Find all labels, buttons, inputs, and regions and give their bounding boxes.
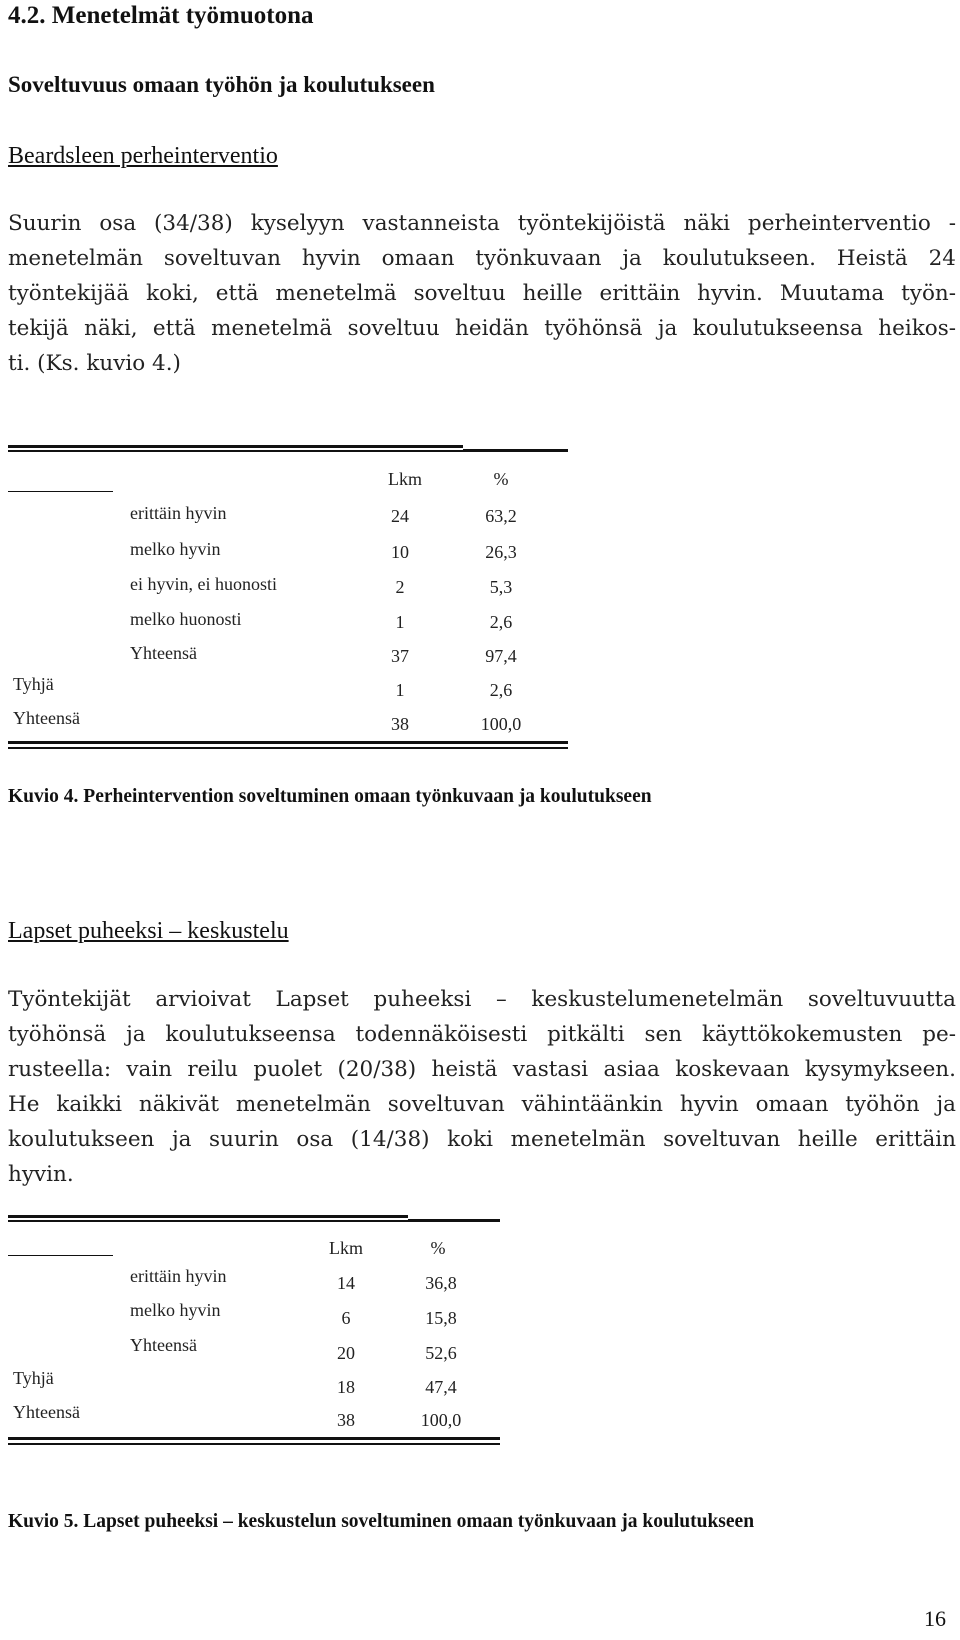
outer-row-pct: 2,6: [489, 680, 513, 700]
col-header-lkm: Lkm: [329, 1238, 363, 1258]
row-label: melko hyvin: [130, 539, 221, 559]
col-header-lkm: Lkm: [388, 469, 422, 489]
row-pct: 2,6: [489, 612, 513, 632]
paragraph-line: koulutukseen ja suurin osa (14/38) koki menetelmän soveltuvan heille erittäin: [8, 1127, 956, 1152]
col-header-pct: %: [430, 1238, 446, 1258]
outer-row-lkm: 1: [395, 680, 405, 700]
paragraph-line: työhönsä ja koulutukseensa todennäköisesti pitkälti sen käyttökokemusten pe-: [8, 1022, 956, 1047]
lapset-heading: Lapset puheeksi – keskustelu: [8, 918, 289, 944]
figure-caption-4: Kuvio 4. Perheintervention soveltuminen omaan työnkuvaan ja koulutukseen: [8, 786, 652, 807]
figure-caption-5: Kuvio 5. Lapset puheeksi – keskustelun soveltuminen omaan työnkuvaan ja koulutukseen: [8, 1511, 755, 1532]
row-pct: 5,3: [489, 577, 513, 597]
paragraph-line: ti. (Ks. kuvio 4.): [8, 351, 181, 376]
outer-row-lkm: 18: [337, 1377, 355, 1397]
row-label: ei hyvin, ei huonosti: [130, 574, 277, 594]
table-top-rule: [8, 1215, 408, 1218]
lapset-paragraph: [8, 982, 956, 1192]
row-label: Yhteensä: [130, 1335, 197, 1355]
paragraph-line: menetelmän soveltuvan hyvin omaan työnkuvaan ja koulutukseen. Heistä 24: [8, 246, 956, 271]
table-bottom-rule-2: [8, 747, 568, 749]
section-title: 4.2. Menetelmät työmuotona: [8, 2, 314, 29]
row-label: melko hyvin: [130, 1300, 221, 1320]
subsection-title: Soveltuvuus omaan työhön ja koulutukseen: [8, 72, 435, 97]
outer-row-pct: 100,0: [420, 1410, 462, 1430]
paragraph-line: Suurin osa (34/38) kyselyyn vastanneista työntekijöistä näki perheinterventio -: [8, 211, 956, 236]
table-top-rule-right: [463, 449, 568, 452]
table-stub-rule: [8, 1255, 113, 1256]
outer-row-label: Tyhjä: [13, 674, 54, 694]
row-label: erittäin hyvin: [130, 503, 227, 523]
row-pct: 26,3: [485, 542, 517, 562]
table-top-rule-2: [8, 450, 463, 452]
table-top-rule-right: [408, 1219, 500, 1222]
row-pct: 63,2: [485, 506, 517, 526]
outer-row-pct: 47,4: [425, 1377, 457, 1397]
outer-row-lkm: 38: [391, 714, 409, 734]
table-bottom-rule: [8, 741, 568, 744]
row-lkm: 24: [391, 506, 409, 526]
outer-row-label: Yhteensä: [13, 1402, 80, 1422]
row-pct: 97,4: [485, 646, 517, 666]
row-label: Yhteensä: [130, 643, 197, 663]
outer-row-label: Yhteensä: [13, 708, 80, 728]
table-bottom-rule: [8, 1437, 500, 1440]
row-lkm: 10: [391, 542, 409, 562]
row-label: melko huonosti: [130, 609, 242, 629]
beardslee-heading: Beardsleen perheinterventio: [8, 143, 278, 169]
beardslee-table: [8, 445, 558, 780]
row-lkm: 14: [337, 1273, 355, 1293]
row-lkm: 2: [395, 577, 405, 597]
paragraph-line: tekijä näki, että menetelmä soveltuu heidän työhönsä ja koulutukseensa heikos-: [8, 316, 956, 341]
outer-row-pct: 100,0: [480, 714, 522, 734]
row-pct: 36,8: [425, 1273, 457, 1293]
table-bottom-rule-2: [8, 1443, 500, 1445]
outer-row-lkm: 38: [337, 1410, 355, 1430]
col-header-pct: %: [493, 469, 509, 489]
paragraph-line: He kaikki näkivät menetelmän soveltuvan vähintäänkin hyvin omaan työhön ja: [8, 1092, 956, 1117]
row-label: erittäin hyvin: [130, 1266, 227, 1286]
lapset-table: [8, 1215, 508, 1485]
table-stub-rule: [8, 491, 113, 492]
row-lkm: 20: [337, 1343, 355, 1363]
row-lkm: 1: [395, 612, 405, 632]
row-pct: 52,6: [425, 1343, 457, 1363]
row-lkm: 37: [391, 646, 409, 666]
page-number: 16: [924, 1606, 946, 1631]
row-pct: 15,8: [425, 1308, 457, 1328]
outer-row-label: Tyhjä: [13, 1368, 54, 1388]
beardslee-paragraph: [8, 206, 956, 381]
paragraph-line: hyvin.: [8, 1162, 74, 1187]
row-lkm: 6: [341, 1308, 351, 1328]
paragraph-line: työntekijää koki, että menetelmä soveltuu heille erittäin hyvin. Muutama työn-: [8, 281, 956, 306]
paragraph-line: rusteella: vain reilu puolet (20/38) heistä vastasi asiaa koskevaan kysymykseen.: [8, 1057, 956, 1082]
table-top-rule-2: [8, 1220, 408, 1222]
table-top-rule: [8, 445, 463, 448]
paragraph-line: Työntekijät arvioivat Lapset puheeksi – keskustelumenetelmän soveltuvuutta: [8, 987, 956, 1012]
